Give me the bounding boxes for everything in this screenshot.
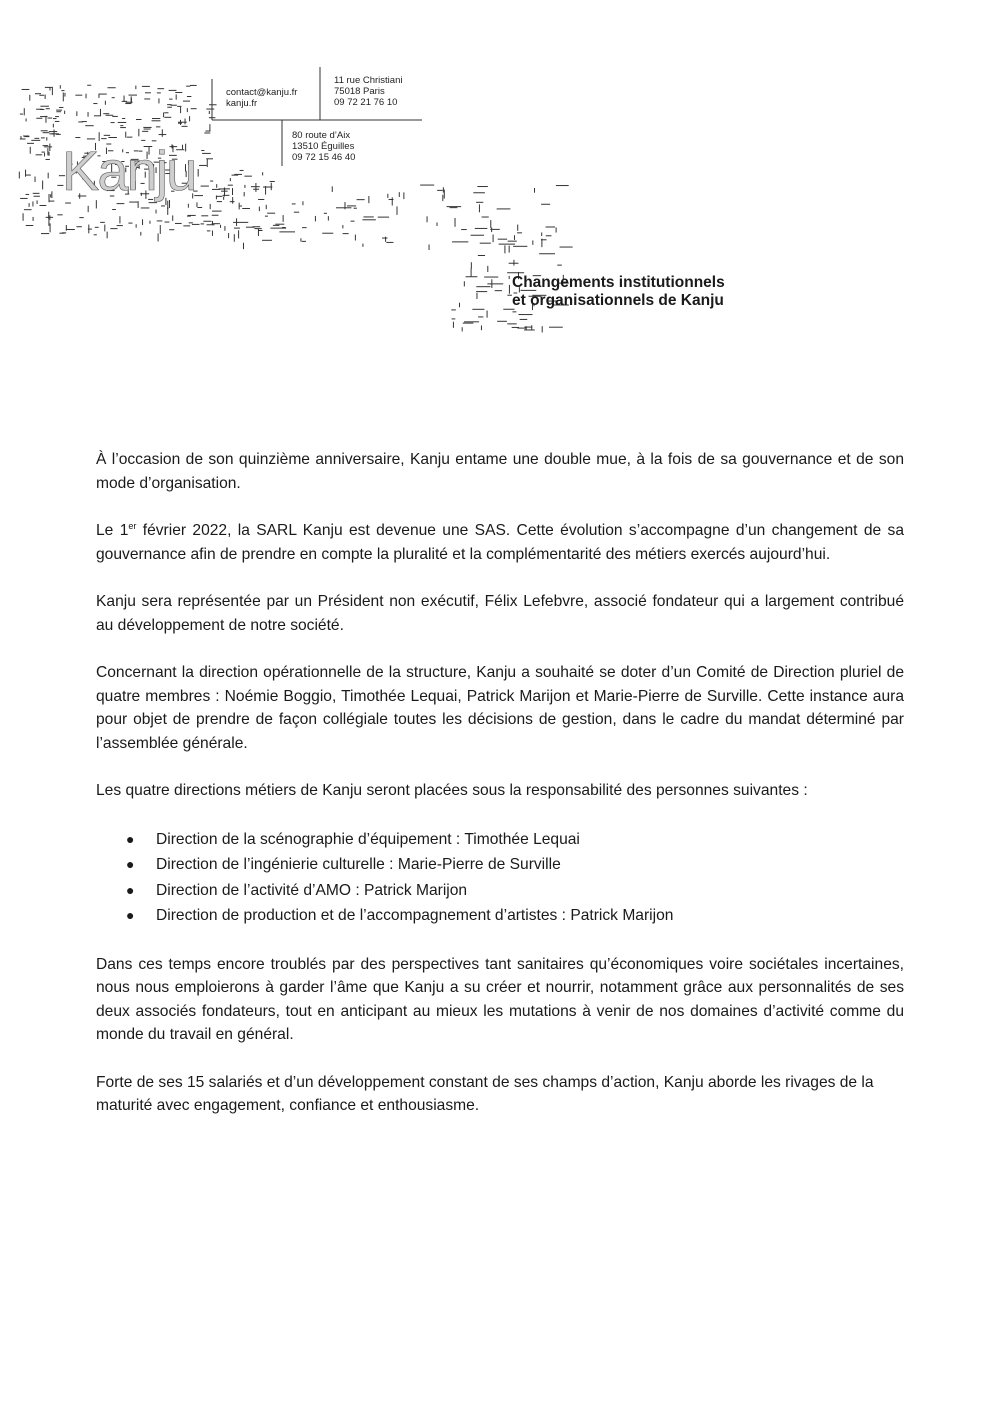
superscript: er	[128, 521, 137, 531]
document-title	[512, 274, 725, 310]
list-item	[126, 827, 904, 853]
list-item-text: Direction de l’ingénierie culturelle : Marie-Pierre de Surville	[156, 856, 561, 873]
document-body	[96, 448, 904, 1142]
bullet-icon: ●	[126, 830, 135, 847]
address-eguilles	[292, 130, 355, 163]
email-link[interactable]: contact@kanju.fr	[226, 87, 298, 98]
paragraph: Forte de ses 15 salariés et d’un développement constant de ses champs d’action, Kanju aborde les rivages de la maturité avec engagement, confiance et enthousiasme.	[96, 1073, 874, 1114]
bullet-icon: ●	[126, 907, 135, 923]
address-line: 80 route d’Aix	[292, 130, 351, 141]
text-run: Le 1	[96, 522, 129, 539]
logo-wordmark: Kanju	[62, 139, 196, 202]
website-link[interactable]: kanju.fr	[226, 98, 258, 109]
paragraph: Dans ces temps encore troublés par des perspectives tant sanitaires qu’économiques voire sociétales incertaines, nous nous emploierons à garder l’âme que Kanju a su créer et nourrir, notamment grâce aux personnalités de ses deux associés fondateurs, tout en anticipant au mieux les mutations à venir de nos domaines d’activité comme du monde du travail en général.	[96, 955, 904, 1043]
address-paris	[334, 75, 402, 108]
paragraph	[96, 519, 904, 566]
bullet-icon: ●	[126, 856, 135, 872]
list-item	[126, 878, 904, 904]
phone-number: 09 72 15 46 40	[292, 152, 356, 163]
paragraph: Kanju sera représentée par un Président non exécutif, Félix Lefebvre, associé fondateur qui a largement contribué au développement de notre société.	[96, 593, 904, 634]
address-line: 11 rue Christiani	[334, 75, 403, 86]
list-item-text: Direction de l’activité d’AMO : Patrick Marijon	[156, 881, 468, 899]
bullet-icon: ●	[126, 881, 135, 898]
paragraph: Concernant la direction opérationnelle de la structure, Kanju a souhaité se doter d’un Comité de Direction pluriel de quatre membres : Noémie Boggio, Timothée Lequai, Patrick Marijon et Marie-Pierre de Surville. Cette instance aura pour objet de prendre de façon collégiale toutes les décisions de gestion, dans le cadre du mandat déterminé par l’assemblée générale.	[96, 664, 904, 752]
address-line: 13510 Éguilles	[292, 141, 355, 152]
contact-web	[226, 87, 297, 109]
title-line: et organisationnels de Kanju	[512, 292, 724, 309]
text-run: février 2022, la SARL Kanju est devenue une SAS. Cette évolution s’accompagne d’un changement de sa gouvernance afin de prendre en compte la pluralité et la complémentarité des métiers exercés aujourd’hui.	[96, 522, 904, 563]
title-line: Changements institutionnels	[512, 274, 725, 291]
paragraph: À l’occasion de son quinzième anniversaire, Kanju entame une double mue, à la fois de sa gouvernance et de son mode d’organisation.	[96, 451, 904, 492]
address-line: 75018 Paris	[334, 86, 385, 97]
list-item-text: Direction de la scénographie d’équipement : Timothée Lequai	[156, 830, 580, 848]
list-item-text: Direction de production et de l’accompagnement d’artistes : Patrick Marijon	[156, 907, 674, 924]
paragraph: Les quatre directions métiers de Kanju seront placées sous la responsabilité des personnes suivantes :	[96, 782, 808, 799]
directions-list	[96, 827, 904, 929]
phone-number: 09 72 21 76 10	[334, 97, 398, 108]
list-item	[126, 852, 904, 878]
list-item	[126, 903, 904, 929]
